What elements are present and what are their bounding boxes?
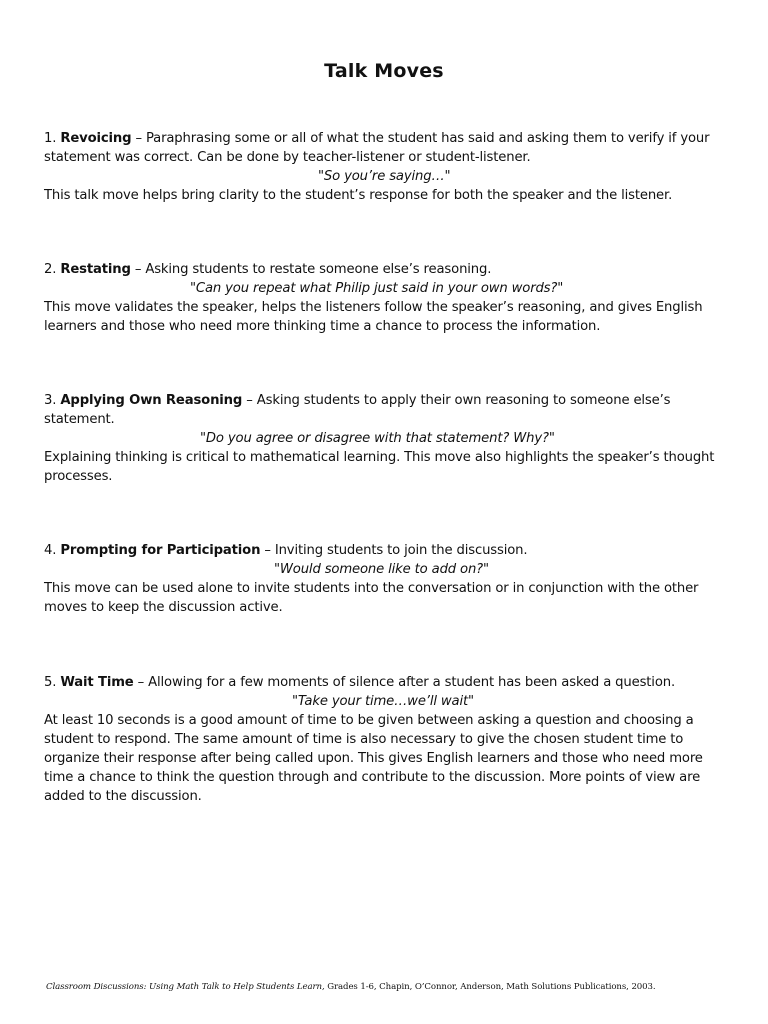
- move-example-quote: "Do you agree or disagree with that statement? Why?": [200, 431, 555, 446]
- move-definition: – Inviting students to join the discussion.: [260, 543, 528, 558]
- move-term: Applying Own Reasoning: [60, 393, 243, 408]
- move-heading-line: [44, 541, 724, 560]
- talk-move-prompting-for-participation: [44, 541, 724, 617]
- talk-move-restating: [44, 260, 724, 336]
- citation-details: Grades 1-6, Chapin, O’Connor, Anderson, Math Solutions Publications, 2003.: [324, 982, 656, 992]
- move-explanation: This move can be used alone to invite students into the conversation or in conjunction with the other moves to keep the discussion active.: [44, 581, 699, 615]
- move-number: 5.: [44, 675, 57, 690]
- move-term: Restating: [60, 262, 131, 277]
- move-heading-line: [44, 129, 724, 167]
- move-number: 1.: [44, 131, 57, 146]
- page-title: Talk Moves: [324, 60, 444, 82]
- talk-move-revoicing: [44, 129, 724, 205]
- talk-move-applying-own-reasoning: [44, 391, 724, 486]
- talk-move-wait-time: [44, 673, 724, 806]
- move-number: 2.: [44, 262, 57, 277]
- move-example-quote: "Would someone like to add on?": [274, 562, 489, 577]
- move-explanation: Explaining thinking is critical to mathematical learning. This move also highlights the speaker’s thought processes.: [44, 450, 715, 484]
- move-heading-line: [44, 260, 724, 279]
- move-example-quote: "Take your time…we’ll wait": [292, 694, 474, 709]
- move-explanation: This move validates the speaker, helps the listeners follow the speaker’s reasoning, and gives English learners and those who need more thinking time a chance to process the information.: [44, 300, 703, 334]
- move-term: Prompting for Participation: [60, 543, 261, 558]
- move-number: 3.: [44, 393, 57, 408]
- move-term: Revoicing: [60, 131, 132, 146]
- move-heading-line: [44, 673, 724, 692]
- move-explanation: At least 10 seconds is a good amount of time to be given between asking a question and choosing a student to respond. The same amount of time is also necessary to give the chosen student time to organize their response after being called upon. This gives English learners and those who need more time a chance to think the question through and contribute to the discussion. More points of view are added to the discussion.: [44, 713, 703, 804]
- move-example-quote: "So you’re saying…": [318, 169, 451, 184]
- move-heading-line: [44, 391, 724, 429]
- move-term: Wait Time: [60, 675, 134, 690]
- move-explanation: This talk move helps bring clarity to the student’s response for both the speaker and the listener.: [44, 188, 673, 203]
- move-definition: – Asking students to apply their own reasoning to someone else’s statement.: [44, 393, 671, 427]
- move-definition: – Allowing for a few moments of silence after a student has been asked a question.: [133, 675, 675, 690]
- source-citation: [46, 982, 746, 992]
- move-example-quote: "Can you repeat what Philip just said in your own words?": [190, 281, 564, 296]
- citation-book-title: Classroom Discussions: Using Math Talk to Help Students Learn,: [46, 982, 325, 992]
- move-number: 4.: [44, 543, 57, 558]
- move-definition: – Paraphrasing some or all of what the student has said and asking them to verify if your statement was correct. Can be done by teacher-listener or student-listener.: [44, 131, 710, 165]
- move-definition: – Asking students to restate someone else’s reasoning.: [130, 262, 492, 277]
